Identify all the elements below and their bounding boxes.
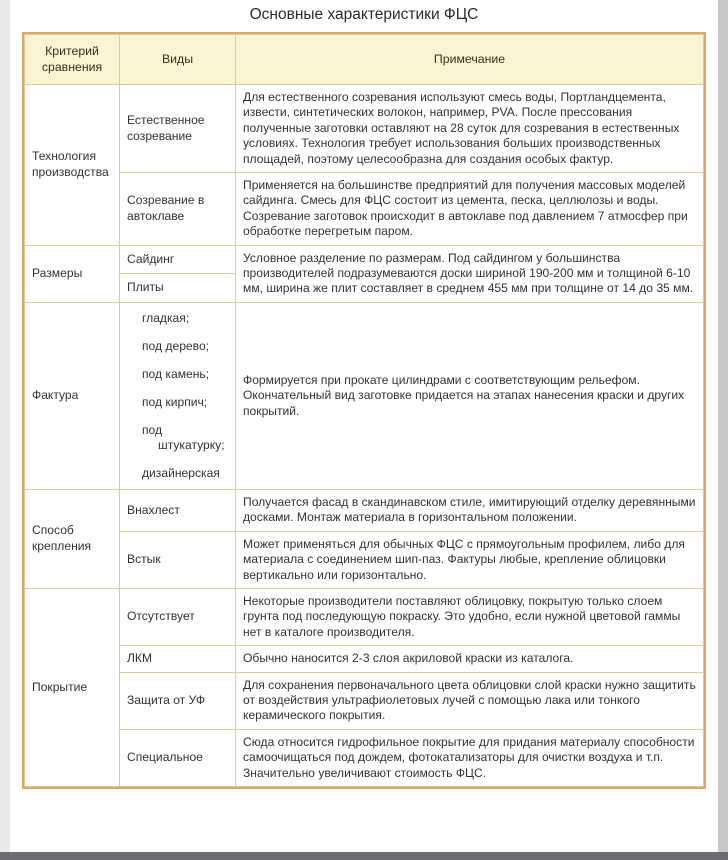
column-header-criterion-line2: сравнения — [41, 59, 103, 74]
note-cell-uv-protection: Для сохранения первоначального цвета облицовки слой краски нужно защитить от воздействия ультрафиолетовых лучей с помощью лака или тонкого керамического покрытия. — [236, 672, 704, 729]
characteristics-table-wrapper — [22, 32, 706, 789]
kind-line1: Встык — [127, 552, 161, 567]
table-row — [25, 85, 704, 173]
table-row — [25, 173, 704, 246]
criterion-line1: Фактура — [32, 388, 79, 403]
kind-cell-butt-joint — [120, 531, 236, 588]
criterion-line2: производства — [32, 164, 109, 179]
column-header-kind-label: Виды — [161, 51, 194, 66]
list-item — [142, 367, 231, 382]
table-row — [25, 302, 704, 489]
page-title: Основные характеристики ФЦС — [249, 6, 479, 23]
kind-line1: Внахлест — [127, 502, 180, 517]
kind-cell-autoclave-curing — [120, 173, 236, 246]
table-header — [25, 35, 704, 85]
texture-label: под кирпич; — [142, 394, 208, 409]
kind-line1: Защита от УФ — [127, 692, 206, 707]
table-row — [25, 489, 704, 531]
column-header-criterion-line1: Критерий — [45, 44, 99, 59]
column-header-criterion — [25, 35, 120, 85]
note-cell-texture: Формируется при прокате цилиндрами с соответствующим рельефом. Окончательный вид заготовке придается на этапах нанесения краски и других покрытий. — [236, 302, 704, 489]
page-gutter-left — [0, 0, 10, 852]
kind-cell-uv-protection — [120, 672, 236, 729]
note-cell-special-coating: Сюда относится гидрофильное покрытие для придания материалу способности самоочищаться под дождем, фотокатализаторы для очистки воздуха и т.п. Значительно увеличивают стоимость ФЦС. — [236, 729, 704, 786]
column-header-kind — [120, 35, 236, 85]
kind-cell-texture-list — [120, 302, 236, 489]
texture-label: под — [142, 422, 163, 437]
texture-label-continuation: штукатурку; — [158, 437, 225, 452]
list-item — [142, 395, 231, 410]
kind-line2: созревание — [127, 128, 192, 143]
note-cell-paint-coating: Обычно наносится 2-3 слоя акриловой краски из каталога. — [236, 646, 704, 672]
list-item — [142, 466, 231, 481]
window-bottom-bar — [0, 852, 728, 860]
criterion-cell-production-technology — [25, 85, 120, 246]
kind-cell-siding — [120, 245, 236, 274]
document-page — [10, 0, 718, 852]
note-cell-butt-joint: Может применяться для обычных ФЦС с прямоугольным профилем, либо для материала с соединением шип-паз. Фактуры любые, крепление облицовки вертикально или горизонтально. — [236, 531, 704, 588]
criterion-line1: Способ — [32, 523, 74, 538]
kind-line1: Сайдинг — [127, 251, 175, 266]
list-item — [142, 311, 231, 326]
texture-label: под дерево; — [142, 338, 210, 353]
texture-label: гладкая; — [142, 310, 190, 325]
kind-line1: Созревание в — [127, 193, 205, 208]
texture-label: дизайнерская — [142, 465, 220, 480]
table-row — [25, 531, 704, 588]
table-header-row — [25, 35, 704, 85]
criterion-cell-texture — [25, 302, 120, 489]
criterion-line1: Покрытие — [32, 679, 88, 694]
kind-line1: Плиты — [127, 280, 164, 295]
criterion-line1: Размеры — [32, 266, 83, 281]
kind-cell-overlap — [120, 489, 236, 531]
kind-line1: Специальное — [127, 750, 203, 765]
criterion-cell-coating — [25, 588, 120, 786]
kind-line2: автоклаве — [127, 208, 185, 223]
table-row — [25, 588, 704, 645]
table-body — [25, 85, 704, 787]
kind-cell-natural-curing — [120, 85, 236, 173]
table-row — [25, 646, 704, 672]
kind-cell-no-coating — [120, 588, 236, 645]
kind-cell-special-coating — [120, 729, 236, 786]
kind-line1: Отсутствует — [127, 609, 195, 624]
kind-line1: ЛКМ — [127, 651, 153, 666]
table-row — [25, 729, 704, 786]
texture-list — [124, 311, 231, 481]
kind-line1: Естественное — [127, 113, 205, 128]
characteristics-table — [24, 34, 704, 787]
note-cell-no-coating: Некоторые производители поставляют облицовку, покрытую только слоем грунта под последующую покраску. Это удобно, если нужной цветовой гаммы нет в каталоге производителя. — [236, 588, 704, 645]
criterion-cell-fastening-method — [25, 489, 120, 588]
criterion-cell-sizes — [25, 245, 120, 302]
kind-cell-paint-coating — [120, 646, 236, 672]
note-cell-natural-curing: Для естественного созревания используют смесь воды, Портландцемента, извести, синтетических волокон, например, PVA. После прессования полученные заготовки оставляют на 28 суток для созревания в естественных условиях. Технология требует использования больших производственных площадей, поэтому целесообразна для создания особых фактур. — [236, 85, 704, 173]
note-cell-overlap: Получается фасад в скандинавском стиле, имитирующий отделку деревянными досками. Монтаж материала в горизонтальном положении. — [236, 489, 704, 531]
column-header-note-label: Примечание — [433, 51, 506, 66]
table-row — [25, 245, 704, 274]
note-cell-autoclave-curing: Применяется на большинстве предприятий для получения массовых моделей сайдинга. Смесь для ФЦС состоит из цемента, песка, целлюлозы и воды. Созревание заготовок происходит в автоклаве под давлением 7 атмосфер при обработке перегретым паром. — [236, 173, 704, 246]
page-gutter-right — [718, 0, 728, 852]
kind-cell-slabs — [120, 274, 236, 303]
texture-label: под камень; — [142, 366, 210, 381]
list-item — [142, 423, 231, 453]
column-header-note — [236, 35, 704, 85]
criterion-line1: Технология — [32, 149, 96, 164]
criterion-line2: крепления — [32, 538, 92, 553]
list-item — [142, 339, 231, 354]
table-row — [25, 672, 704, 729]
note-cell-sizes: Условное разделение по размерам. Под сайдингом у большинства производителей подразумеваются доски шириной 190-200 мм и толщиной 6-10 мм, ширина же плит составляет в среднем 455 мм при толщине от 14 до 35 мм. — [236, 245, 704, 302]
